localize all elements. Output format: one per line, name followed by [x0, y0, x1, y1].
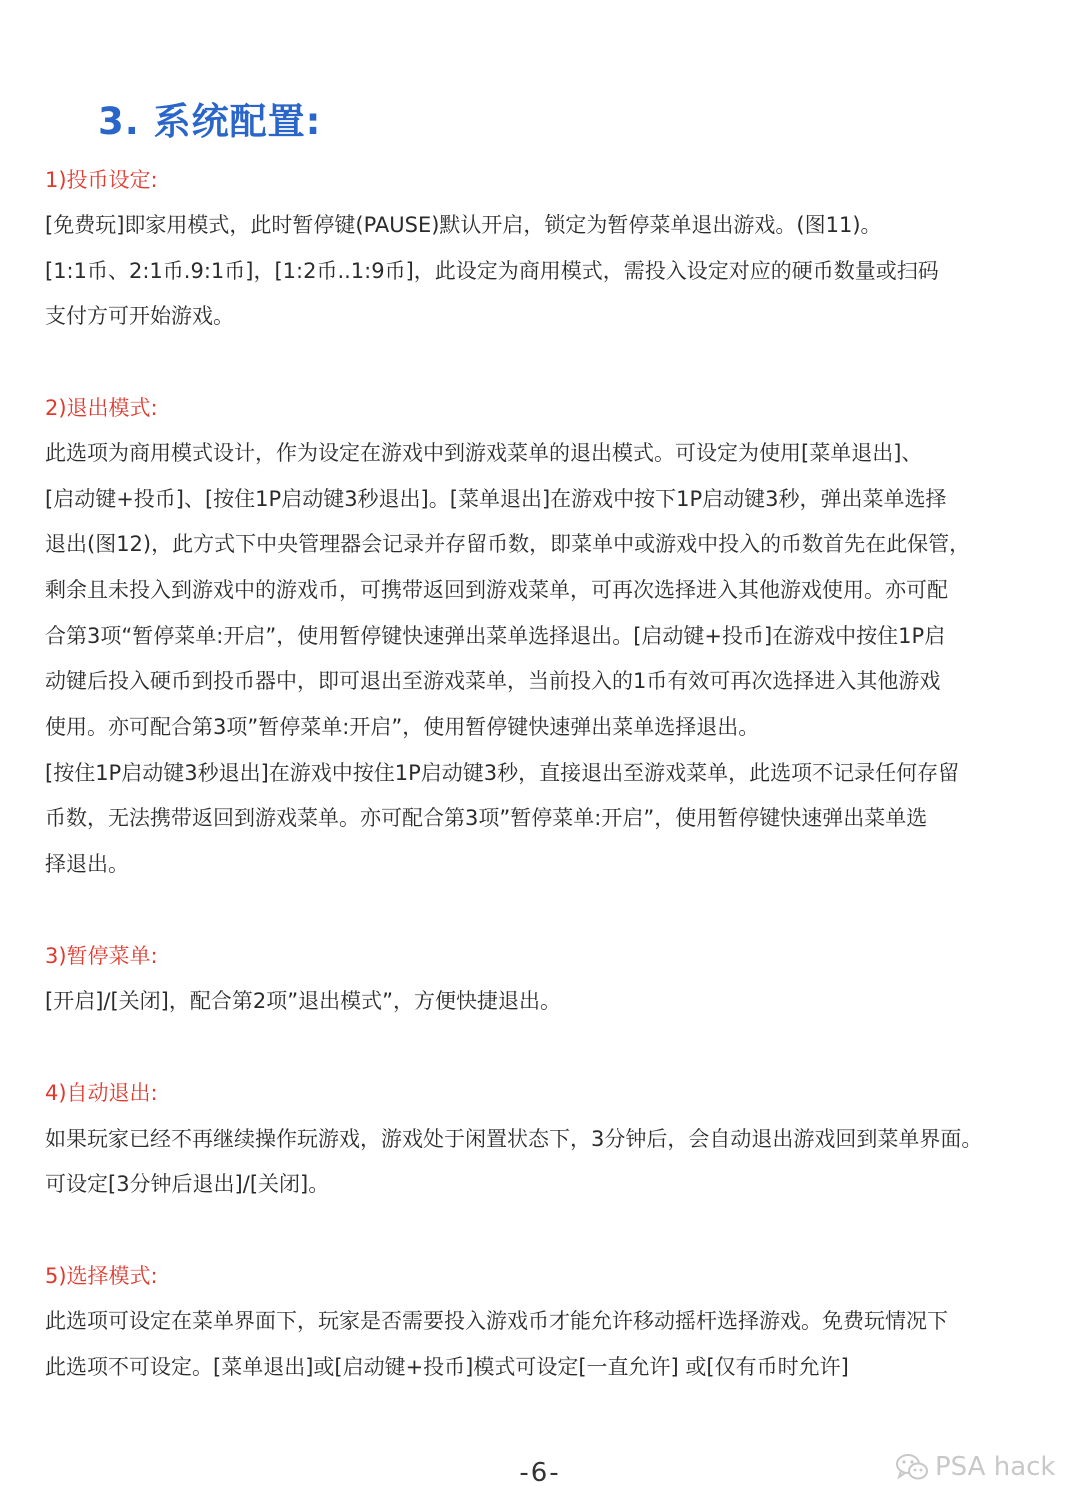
paragraph-line: 支付方可开始游戏。 — [45, 304, 234, 328]
watermark — [895, 1450, 1055, 1484]
paragraph-line: [开启]/[关闭]，配合第2项”退出模式”，方便快捷退出。 — [45, 989, 561, 1013]
section-heading-select-mode: 5)选择模式: — [45, 1264, 158, 1288]
watermark-text: PSA hack — [935, 1452, 1056, 1482]
paragraph-line: 退出(图12)，此方式下中央管理器会记录并存留币数，即菜单中或游戏中投入的币数首先在此保管， — [45, 532, 971, 556]
paragraph-line: 动键后投入硬币到投币器中，即可退出至游戏菜单，当前投入的1币有效可再次选择进入其他游戏 — [45, 669, 941, 693]
wechat-icon — [895, 1452, 929, 1482]
paragraph-line: 此选项不可设定。[菜单退出]或[启动键+投币]模式可设定[一直允许] 或[仅有币时允许] — [45, 1355, 849, 1379]
paragraph-line: 此选项可设定在菜单界面下，玩家是否需要投入游戏币才能允许移动摇杆选择游戏。免费玩情况下 — [45, 1309, 948, 1333]
section-heading-exit-mode: 2)退出模式: — [45, 396, 158, 420]
paragraph-line: 择退出。 — [45, 852, 129, 876]
page-number: -6- — [519, 1458, 561, 1488]
paragraph-line: [1:1币、2:1币.9:1币]，[1:2币..1:9币]，此设定为商用模式，需投入设定对应的硬币数量或扫码 — [45, 259, 939, 283]
paragraph-line: [免费玩]即家用模式，此时暂停键(PAUSE)默认开启，锁定为暂停菜单退出游戏。(图11)。 — [45, 213, 882, 237]
paragraph-line: 币数，无法携带返回到游戏菜单。亦可配合第3项”暂停菜单:开启”，使用暂停键快速弹出菜单选 — [45, 806, 928, 830]
paragraph-line: 合第3项“暂停菜单:开启”，使用暂停键快速弹出菜单选择退出。[启动键+投币]在游戏中按住1P启 — [45, 624, 946, 648]
paragraph-line: [按住1P启动键3秒退出]在游戏中按住1P启动键3秒，直接退出至游戏菜单，此选项不记录任何存留 — [45, 761, 960, 785]
paragraph-line: [启动键+投币]、[按住1P启动键3秒退出]。[菜单退出]在游戏中按下1P启动键3秒，弹出菜单选择 — [45, 487, 947, 511]
section-heading-auto-exit: 4)自动退出: — [45, 1081, 158, 1105]
paragraph-line: 如果玩家已经不再继续操作玩游戏，游戏处于闲置状态下，3分钟后，会自动退出游戏回到菜单界面。 — [45, 1127, 983, 1151]
paragraph-line: 剩余且未投入到游戏中的游戏币，可携带返回到游戏菜单，可再次选择进入其他游戏使用。亦可配 — [45, 578, 948, 602]
paragraph-line: 此选项为商用模式设计，作为设定在游戏中到游戏菜单的退出模式。可设定为使用[菜单退出]、 — [45, 441, 923, 465]
section-heading-coin-setting: 1)投币设定: — [45, 168, 158, 192]
paragraph-line: 使用。亦可配合第3项”暂停菜单:开启”，使用暂停键快速弹出菜单选择退出。 — [45, 715, 760, 739]
paragraph-line: 可设定[3分钟后退出]/[关闭]。 — [45, 1172, 330, 1196]
page-title: 3. 系统配置: — [98, 100, 322, 143]
section-heading-pause-menu: 3)暂停菜单: — [45, 944, 158, 968]
